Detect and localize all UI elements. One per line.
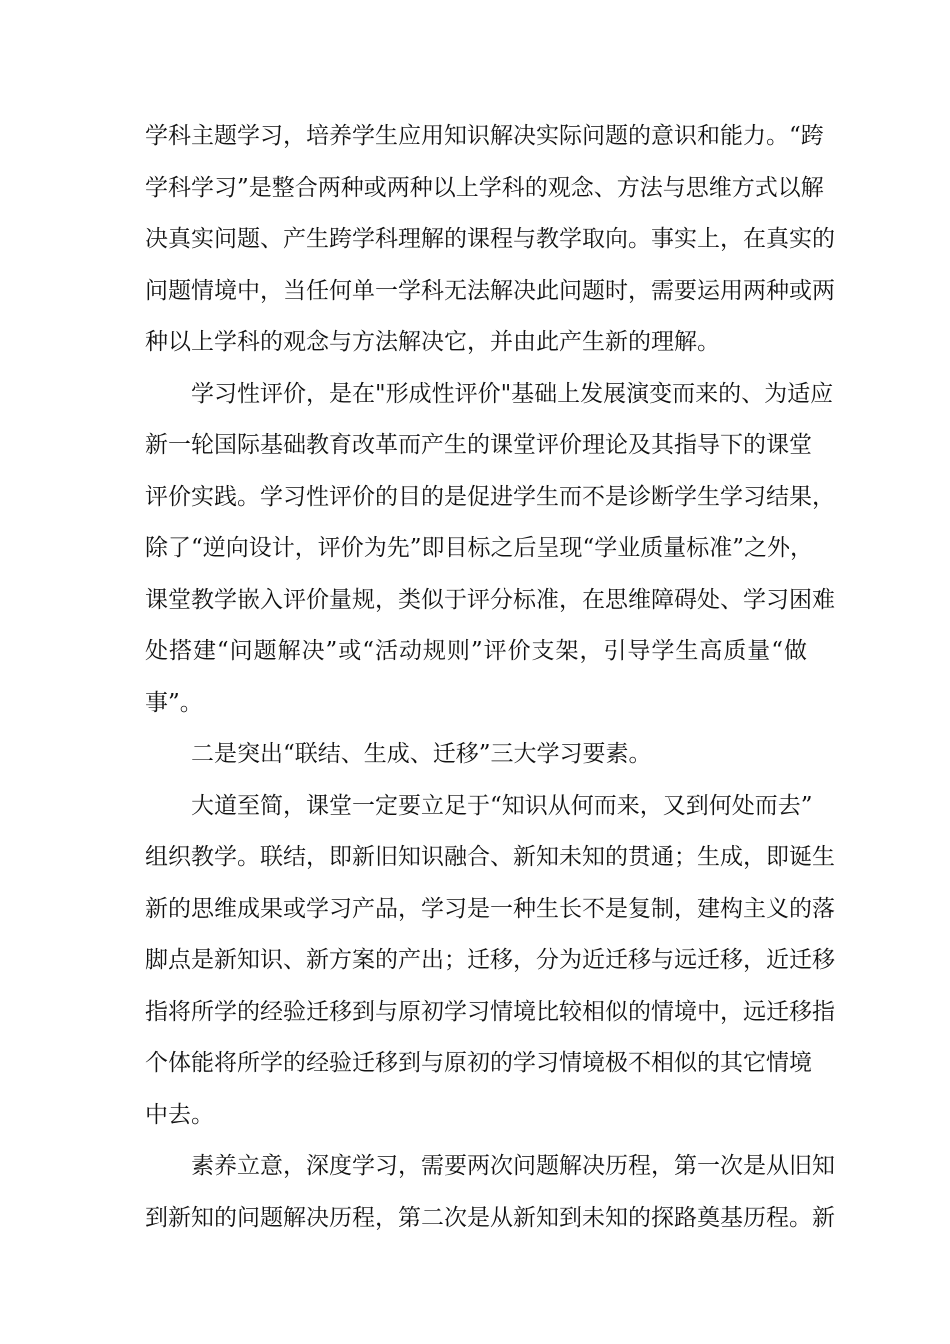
paragraph-deep-learning [145,1141,835,1244]
text-line: 评价实践。学习性评价的目的是促进学生而不是诊断学生学习结果， [145,483,835,510]
paragraph-interdisciplinary [145,111,835,369]
text-line: 二是突出“联结、生成、迁移”三大学习要素。 [191,741,652,767]
text-line: 学科学习”是整合两种或两种以上学科的观念、方法与思维方式以解 [145,174,824,201]
text-line: 事”。 [145,689,203,716]
text-line: 处搭建“问题解决”或“活动规则”评价支架，引导学生高质量“做 [145,638,807,664]
text-line: 中去。 [145,1101,214,1128]
text-line: 种以上学科的观念与方法解决它，并由此产生新的理解。 [145,329,720,355]
paragraph-simplicity [145,781,835,1142]
text-line: 大道至简，课堂一定要立足于“知识从何而来，又到何处而去” [191,792,813,819]
text-line: 到新知的问题解决历程，第二次是从新知到未知的探路奠基历程。新 [145,1204,835,1231]
text-line: 除了“逆向设计，评价为先”即目标之后呈现“学业质量标准”之外， [145,535,814,561]
text-line: 学习性评价，是在"形成性评价"基础上发展演变而来的、为适应 [191,380,834,407]
paragraph-three-elements [145,729,807,781]
text-line: 问题情境中，当任何单一学科无法解决此问题时，需要运用两种或两 [145,277,835,304]
text-line: 组织教学。联结，即新旧知识融合、新知未知的贯通；生成，即诞生 [145,844,835,870]
text-line: 学科主题学习，培养学生应用知识解决实际问题的意识和能力。“跨 [145,123,824,149]
text-line: 新一轮国际基础教育改革而产生的课堂评价理论及其指导下的课堂 [145,432,812,458]
paragraph-learning-evaluation [145,369,835,730]
text-line: 决真实问题、产生跨学科理解的课程与教学取向。事实上，在真实的 [145,226,835,252]
text-line: 脚点是新知识、新方案的产出；迁移，分为近迁移与远迁移，近迁移 [145,947,835,973]
text-line: 新的思维成果或学习产品，学习是一种生长不是复制，建构主义的落 [145,895,835,922]
text-line: 课堂教学嵌入评价量规，类似于评分标准，在思维障碍处、学习困难 [145,586,835,613]
text-line: 指将所学的经验迁移到与原初学习情境比较相似的情境中，远迁移指 [145,998,835,1025]
text-line: 个体能将所学的经验迁移到与原初的学习情境极不相似的其它情境 [145,1050,812,1076]
document-body [145,111,835,1244]
text-line: 素养立意，深度学习，需要两次问题解决历程，第一次是从旧知 [191,1153,835,1179]
